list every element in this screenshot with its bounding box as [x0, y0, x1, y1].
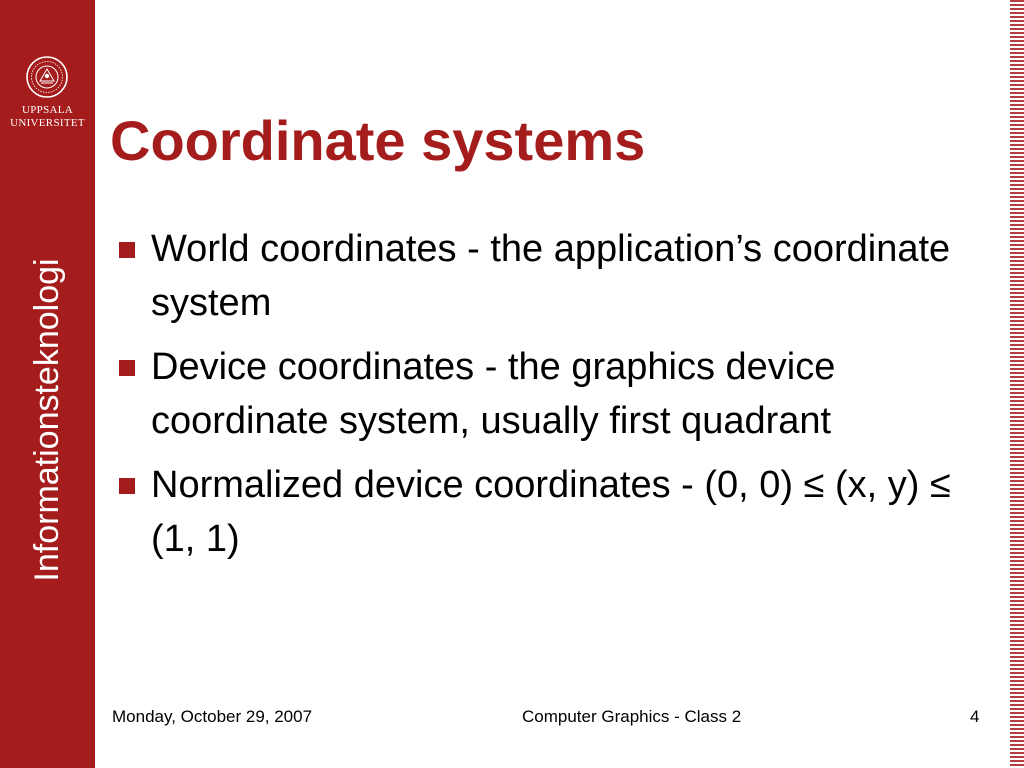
university-seal-logo [25, 55, 69, 99]
slide-title: Coordinate systems [110, 109, 646, 172]
bullet-item [115, 222, 985, 330]
bullet-item [115, 340, 985, 448]
square-bullet-icon [119, 242, 135, 258]
square-bullet-icon [119, 478, 135, 494]
department-label: Informationsteknologi [28, 258, 66, 582]
university-name-line1: UPPSALA [21, 104, 73, 116]
footer-course-title: Computer Graphics - Class 2 [522, 707, 742, 726]
decorative-stripe [1010, 0, 1024, 768]
bullet-list [115, 222, 985, 576]
bullet-text: Normalized device coordinates - (0, 0) ≤ (x, y) ≤ (1, 1) [151, 464, 951, 560]
university-name-line2: UNIVERSITET [10, 117, 85, 129]
bullet-item [115, 458, 985, 566]
footer-date: Monday, October 29, 2007 [112, 707, 313, 726]
square-bullet-icon [119, 360, 135, 376]
sidebar [0, 0, 95, 768]
bullet-text: Device coordinates - the graphics device coordinate system, usually first quadrant [151, 346, 836, 442]
footer-page-number: 4 [970, 707, 980, 726]
bullet-text: World coordinates - the application’s coordinate system [151, 228, 951, 324]
university-name [0, 104, 95, 130]
